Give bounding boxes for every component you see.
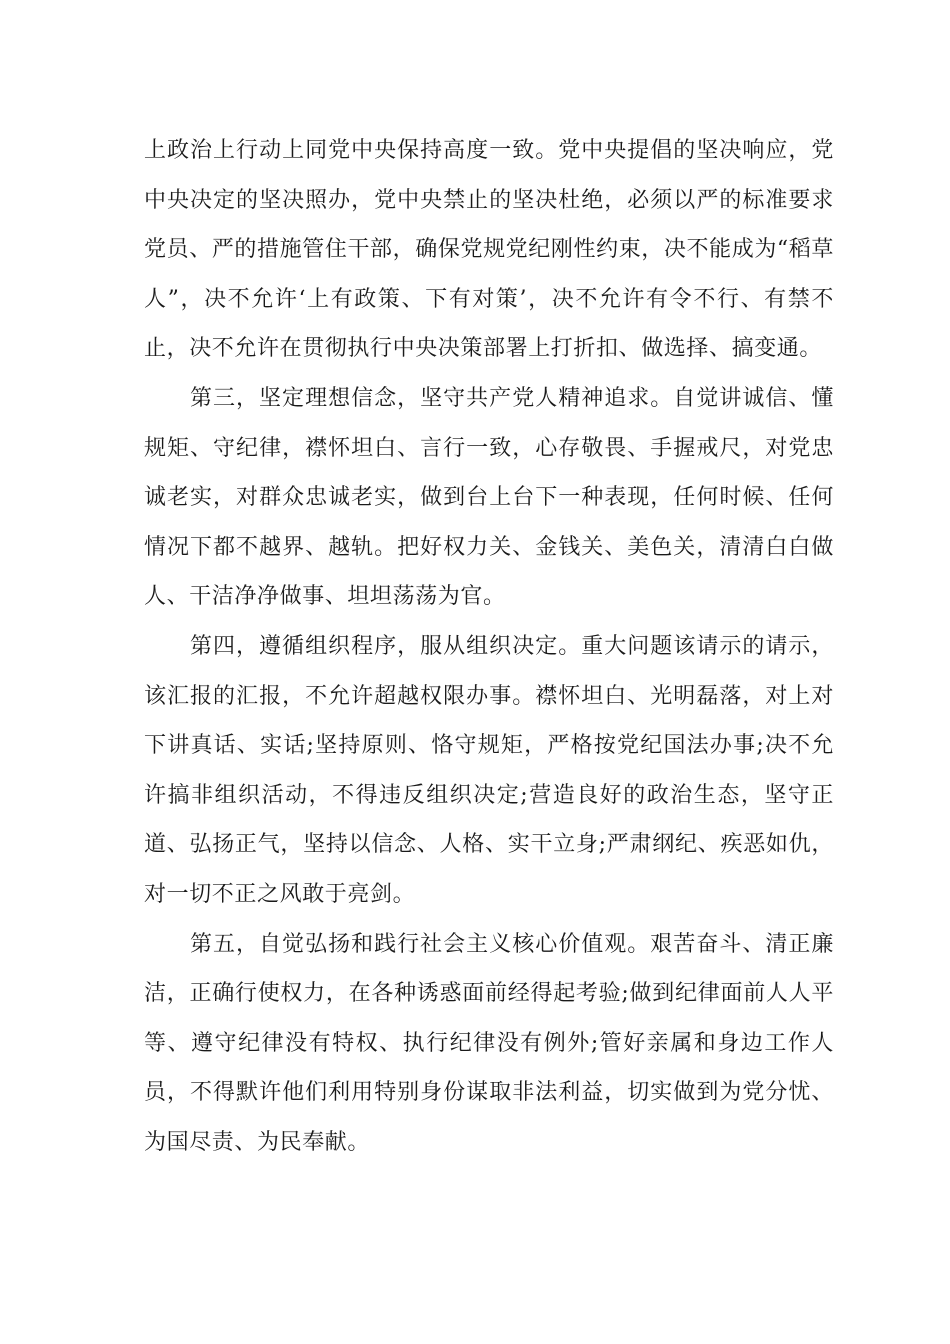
paragraph-continuation: 上政治上行动上同党中央保持高度一致。党中央提倡的坚决响应，党中央决定的坚决照办，党中央禁止的坚决杜绝，必须以严的标准要求党员、严的措施管住干部，确保党规党纪刚性约束，决不能成为“稻草人”，决不允许‘上有政策、下有对策’，决不允许有令不行、有禁不止，决不允许在贯彻执行中央决策部署上打折扣、做选择、搞变通。 bbox=[144, 138, 834, 362]
paragraph-third: 第三，坚定理想信念，坚守共产党人精神追求。自觉讲诚信、懂规矩、守纪律，襟怀坦白、言行一致，心存敬畏、手握戒尺，对党忠诚老实，对群众忠诚老实，做到台上台下一种表现，任何时候、任何情况下都不越界、越轨。把好权力关、金钱关、美色关，清清白白做人、干洁净净做事、坦坦荡荡为官。 bbox=[144, 385, 834, 610]
paragraph-fifth: 第五，自觉弘扬和践行社会主义核心价值观。艰苦奋斗、清正廉洁，正确行使权力，在各种诱惑面前经得起考验;做到纪律面前人人平等、遵守纪律没有特权、执行纪律没有例外;管好亲属和身边工作人员，不得默许他们利用特别身份谋取非法利益，切实做到为党分忧、为国尽责、为民奉献。 bbox=[144, 931, 834, 1155]
document-body bbox=[144, 126, 834, 1167]
paragraph-fourth: 第四，遵循组织程序，服从组织决定。重大问题该请示的请示，该汇报的汇报，不允许超越权限办事。襟怀坦白、光明磊落，对上对下讲真话、实话;坚持原则、恪守规矩，严格按党纪国法办事;决不允许搞非组织活动，不得违反组织决定;营造良好的政治生态，坚守正道、弘扬正气，坚持以信念、人格、实干立身;严肃纲纪、疾恶如仇，对一切不正之风敢于亮剑。 bbox=[144, 633, 834, 907]
